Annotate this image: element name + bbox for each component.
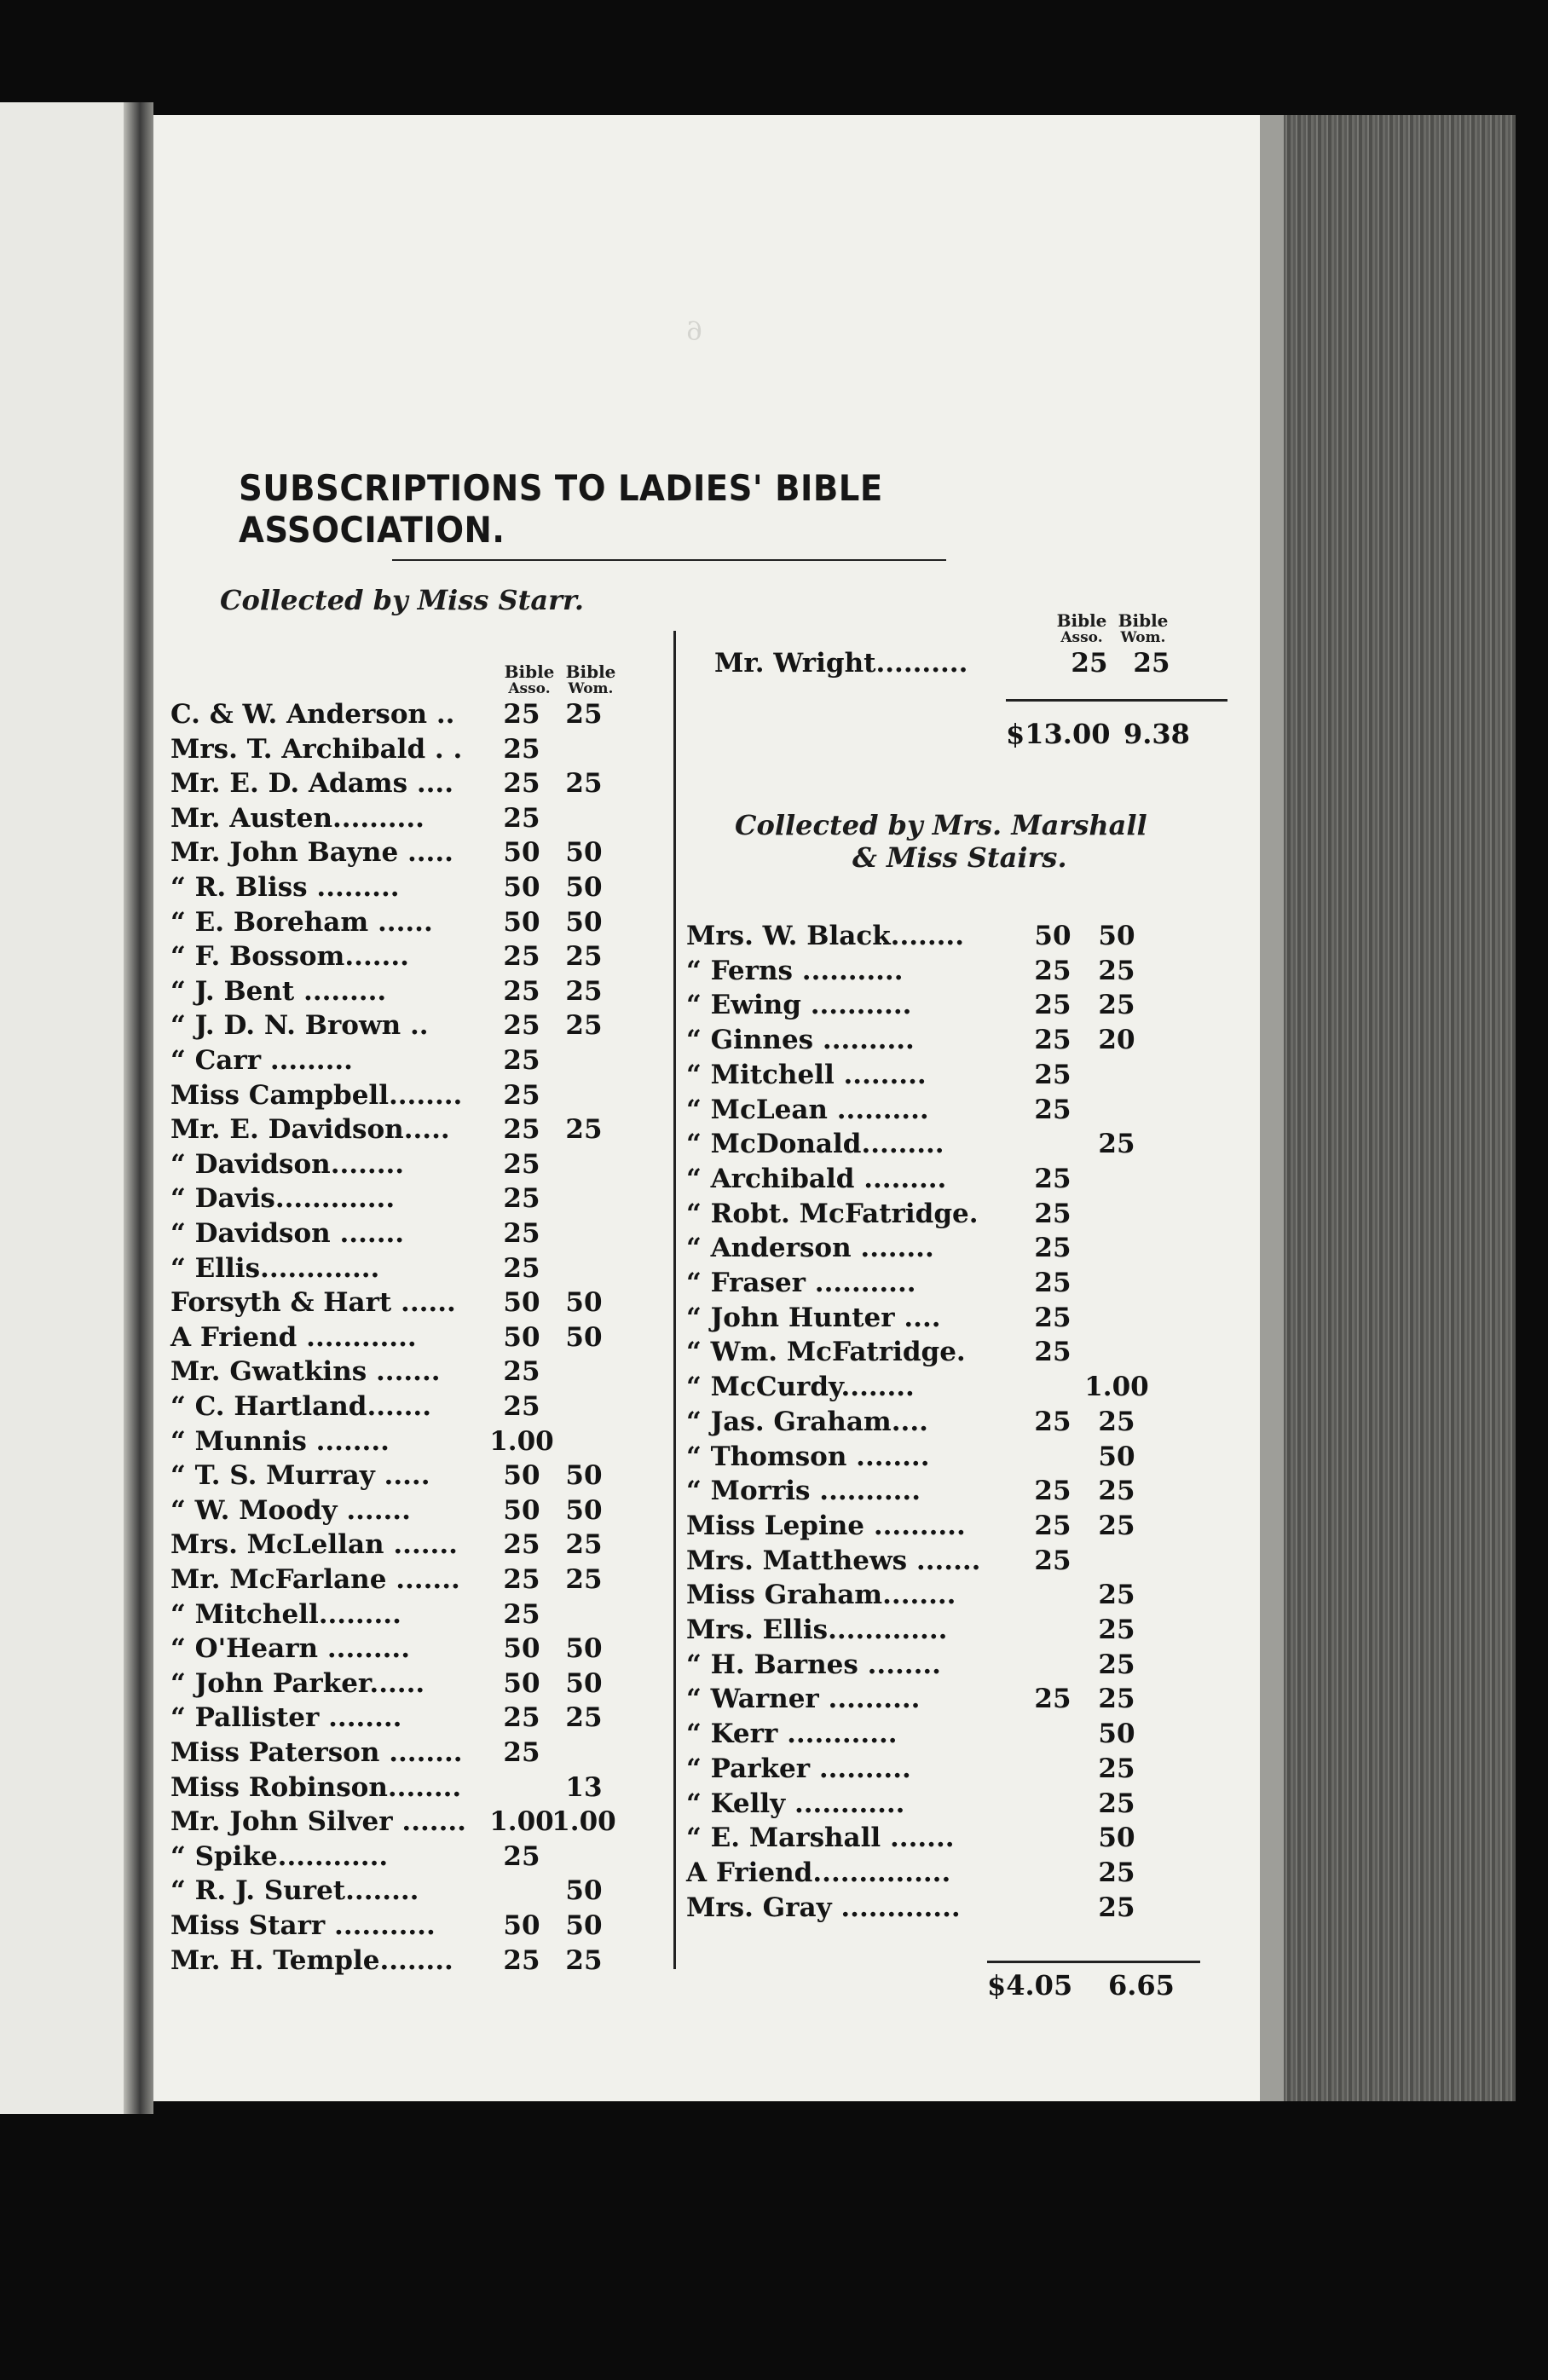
entry-wom: 50	[565, 1875, 603, 1907]
entry-wom: 50	[565, 872, 603, 903]
entry-name: Mr. Wright..........	[714, 648, 968, 679]
entry-name: “ J. D. N. Brown ..	[170, 1010, 429, 1042]
table-row	[686, 1613, 1181, 1647]
entry-asso: 25	[1034, 1025, 1071, 1056]
entry-name: “ John Hunter ....	[686, 1302, 941, 1333]
table-row	[686, 1197, 1181, 1231]
entry-asso: 25	[1034, 1094, 1071, 1125]
entry-asso: 25	[503, 768, 540, 800]
entry-name: Mr. John Silver .......	[170, 1806, 466, 1838]
entry-asso: 25	[503, 1183, 540, 1215]
entry-name: “ Davidson........	[170, 1148, 405, 1180]
entry-wom: 25	[565, 1529, 603, 1561]
entry-name: “ Munnis ........	[170, 1425, 390, 1457]
entry-asso: 25	[1034, 1684, 1071, 1715]
table-row	[686, 1682, 1181, 1716]
entry-wom: 20	[1098, 1025, 1135, 1056]
page-title: SUBSCRIPTIONS TO LADIES' BIBLE ASSOCIATION.	[239, 467, 883, 551]
entry-name: “ Wm. McFatridge.	[686, 1337, 966, 1368]
entry-wom: 25	[1098, 1684, 1135, 1715]
page-edge-highlight	[1260, 115, 1284, 2101]
entry-asso: 25	[503, 1252, 540, 1284]
left-column-heading: Collected by Miss Starr.	[220, 584, 585, 616]
entry-wom: 50	[565, 906, 603, 938]
entry-wom: 50	[565, 1287, 603, 1319]
table-row	[686, 988, 1181, 1022]
entry-name: “ Carr .........	[170, 1045, 353, 1076]
entry-name: “ H. Barnes ........	[686, 1649, 941, 1680]
entry-asso: 50	[503, 1287, 540, 1319]
entry-wom: 25	[1098, 1857, 1135, 1888]
table-row	[686, 1266, 1181, 1300]
table-row	[686, 1856, 1181, 1890]
entry-name: “ Ellis.............	[170, 1252, 380, 1284]
entry-name: “ F. Bossom.......	[170, 941, 409, 973]
right-header-bible-asso: Bible Asso.	[1056, 610, 1107, 646]
entry-asso: 25	[1034, 1406, 1071, 1437]
entry-name: Mrs. W. Black........	[686, 921, 965, 951]
entry-name: “ R. J. Suret........	[170, 1875, 419, 1907]
entry-asso: 25	[503, 1840, 540, 1872]
entry-name: “ Spike............	[170, 1840, 389, 1872]
entry-name: “ Davis.............	[170, 1183, 396, 1215]
entry-name: Mrs. T. Archibald . .	[170, 733, 463, 765]
entry-name: “ McCurdy........	[686, 1372, 915, 1403]
entry-name: A Friend...............	[686, 1857, 951, 1888]
entry-asso: 50	[503, 872, 540, 903]
entry-asso: 50	[503, 1910, 540, 1941]
table-row	[686, 1301, 1181, 1335]
entry-name: “ E. Boreham ......	[170, 906, 433, 938]
entry-asso: 25	[1034, 1510, 1071, 1541]
entry-name: Mrs. McLellan .......	[170, 1529, 458, 1561]
entry-asso: 25	[1071, 648, 1108, 679]
entry-wom: 50	[565, 1633, 603, 1665]
entry-wom: 25	[565, 699, 603, 730]
entry-asso: 25	[1034, 1198, 1071, 1229]
table-row	[686, 1891, 1181, 1925]
table-row	[686, 1544, 1181, 1578]
entry-name: “ T. S. Murray .....	[170, 1460, 430, 1492]
entry-wom: 50	[565, 1910, 603, 1941]
entry-wom: 50	[565, 1460, 603, 1492]
entry-asso: 25	[503, 1529, 540, 1561]
right-bottom-total-rule	[987, 1961, 1200, 1963]
entry-asso: 25	[1034, 990, 1071, 1021]
entry-wom: 25	[1098, 1788, 1135, 1819]
entry-name: “ C. Hartland.......	[170, 1391, 431, 1422]
entry-name: Miss Robinson........	[170, 1771, 462, 1803]
entry-name: C. & W. Anderson ..	[170, 699, 455, 730]
entry-name: Miss Paterson ........	[170, 1737, 463, 1768]
entry-asso: 25	[1034, 1476, 1071, 1507]
table-row	[686, 919, 1181, 953]
entry-asso: 25	[503, 1356, 540, 1388]
table-row	[686, 1162, 1181, 1196]
entry-name: “ W. Moody .......	[170, 1494, 411, 1526]
entry-asso: 25	[503, 1702, 540, 1734]
entry-asso: 25	[503, 1944, 540, 1976]
entry-name: “ Ferns ...........	[686, 955, 904, 986]
entry-asso: 25	[503, 1010, 540, 1042]
table-row	[686, 1127, 1181, 1161]
entry-name: Mr. John Bayne .....	[170, 837, 453, 869]
entry-name: “ McLean ..........	[686, 1094, 929, 1125]
table-row	[686, 1787, 1181, 1821]
entry-asso: 25	[1034, 955, 1071, 986]
entry-wom: 25	[1098, 990, 1135, 1021]
entry-wom: 1.00	[552, 1806, 616, 1838]
entry-wom: 25	[1098, 1510, 1135, 1541]
table-row	[686, 1093, 1181, 1127]
entry-wom: 25	[565, 1702, 603, 1734]
entry-asso: 25	[503, 1598, 540, 1630]
entry-wom: 25	[565, 1944, 603, 1976]
entry-asso: 25	[503, 1045, 540, 1076]
entry-wom: 25	[1098, 1615, 1135, 1645]
entry-wom: 25	[1098, 955, 1135, 986]
table-row	[686, 1717, 1181, 1751]
entry-wom: 25	[1098, 1892, 1135, 1923]
entry-wom: 50	[565, 1494, 603, 1526]
page-number: 6	[686, 317, 703, 347]
entry-wom: 25	[565, 941, 603, 973]
entry-asso: 25	[1034, 1059, 1071, 1090]
entry-wom: 25	[1098, 1580, 1135, 1611]
entry-wom: 25	[1098, 1129, 1135, 1160]
entry-asso: 25	[503, 941, 540, 973]
entry-wom: 25	[565, 1114, 603, 1146]
entry-name: Miss Starr ...........	[170, 1910, 436, 1941]
entry-name: Mr. Gwatkins .......	[170, 1356, 441, 1388]
entry-asso: 50	[503, 1460, 540, 1492]
entry-name: Miss Campbell........	[170, 1079, 463, 1111]
entry-asso: 50	[503, 837, 540, 869]
entry-asso: 25	[1034, 1337, 1071, 1368]
entry-wom: 1.00	[1084, 1372, 1149, 1403]
entry-name: “ Pallister ........	[170, 1702, 402, 1734]
table-row	[686, 1440, 1181, 1474]
table-row	[686, 1509, 1181, 1543]
entry-name: “ Mitchell .........	[686, 1059, 927, 1090]
entry-wom: 25	[565, 768, 603, 800]
entry-wom: 25	[565, 1564, 603, 1595]
entry-name: Miss Lepine ..........	[686, 1510, 966, 1541]
entry-asso: 50	[503, 1494, 540, 1526]
entry-asso: 25	[1034, 1268, 1071, 1298]
entry-asso: 50	[503, 906, 540, 938]
page-edges	[1260, 115, 1516, 2101]
entry-wom: 25	[1098, 1649, 1135, 1680]
entry-wom: 25	[565, 1010, 603, 1042]
entry-name: “ Morris ...........	[686, 1476, 921, 1507]
entry-asso: 25	[1034, 1302, 1071, 1333]
entry-asso: 50	[503, 1667, 540, 1699]
entry-name: Forsyth & Hart ......	[170, 1287, 456, 1319]
entry-wom: 50	[1098, 1441, 1135, 1472]
entry-asso: 50	[503, 1321, 540, 1353]
entry-name: “ Kelly ............	[686, 1788, 905, 1819]
entry-name: Mrs. Gray .............	[686, 1892, 961, 1923]
table-row	[686, 1058, 1181, 1092]
entry-name: A Friend ............	[170, 1321, 417, 1353]
right-bottom-total-wom: 6.65	[1108, 1969, 1175, 2002]
table-row	[686, 1335, 1181, 1369]
entry-asso: 25	[503, 975, 540, 1007]
right-bottom-total-asso: $4.05	[987, 1969, 1073, 2002]
table-row	[686, 1648, 1181, 1682]
entry-name: “ Parker ..........	[686, 1753, 911, 1784]
entry-asso: 25	[503, 802, 540, 834]
entry-name: “ R. Bliss .........	[170, 872, 400, 903]
entry-name: Mrs. Ellis.............	[686, 1615, 948, 1645]
entry-wom: 25	[1098, 1476, 1135, 1507]
entry-name: Mr. H. Temple........	[170, 1944, 453, 1976]
entry-name: “ John Parker......	[170, 1667, 425, 1699]
entry-asso: 25	[1034, 1233, 1071, 1264]
right-column-heading-line2: & Miss Stairs.	[852, 841, 1067, 874]
entry-wom: 50	[1098, 1719, 1135, 1750]
entry-name: “ J. Bent .........	[170, 975, 387, 1007]
entry-wom: 50	[565, 1667, 603, 1699]
entry-name: “ Jas. Graham....	[686, 1406, 928, 1437]
entry-asso: 25	[503, 699, 540, 730]
left-header-bible-wom: Bible Wom.	[565, 661, 616, 697]
entry-wom: 13	[565, 1771, 603, 1803]
left-header-bible-asso: Bible Asso.	[504, 661, 555, 697]
entry-name: Mrs. Matthews .......	[686, 1545, 981, 1576]
entry-asso: 25	[503, 733, 540, 765]
entry-name: Mr. E. Davidson.....	[170, 1114, 450, 1146]
entry-asso: 1.00	[489, 1806, 554, 1838]
right-top-row	[714, 646, 1192, 680]
entry-name: Mr. McFarlane .......	[170, 1564, 460, 1595]
entry-wom: 25	[565, 975, 603, 1007]
right-top-total-wom: 9.38	[1123, 718, 1190, 750]
entry-wom: 50	[1098, 921, 1135, 951]
entry-name: “ Ginnes ..........	[686, 1025, 915, 1056]
entry-asso: 25	[1034, 1163, 1071, 1194]
entry-name: “ Thomson ........	[686, 1441, 930, 1472]
entry-name: “ Fraser ...........	[686, 1268, 916, 1298]
right-header-bible-wom: Bible Wom.	[1118, 610, 1169, 646]
entry-name: Mr. Austen..........	[170, 802, 425, 834]
entry-wom: 50	[565, 837, 603, 869]
right-column-heading-line1: Collected by Mrs. Marshall	[735, 809, 1147, 841]
right-top-total-rule	[1006, 699, 1227, 702]
table-row	[686, 1752, 1181, 1786]
entry-name: “ Archibald .........	[686, 1163, 947, 1194]
entry-name: “ E. Marshall .......	[686, 1823, 955, 1854]
entry-name: “ Mitchell.........	[170, 1598, 401, 1630]
entry-wom: 50	[565, 1321, 603, 1353]
entry-wom: 25	[1098, 1753, 1135, 1784]
right-top-total-asso: $13.00	[1006, 718, 1111, 750]
entry-name: “ Davidson .......	[170, 1218, 405, 1249]
entry-asso: 50	[503, 1633, 540, 1665]
table-row	[686, 1474, 1181, 1508]
entry-asso: 25	[503, 1079, 540, 1111]
entry-name: “ O'Hearn .........	[170, 1633, 411, 1665]
table-row	[686, 1023, 1181, 1057]
table-row	[686, 954, 1181, 988]
entry-asso: 25	[503, 1114, 540, 1146]
entry-asso: 1.00	[489, 1425, 554, 1457]
entry-name: “ Warner ..........	[686, 1684, 921, 1715]
entry-asso: 25	[503, 1391, 540, 1422]
entry-asso: 25	[503, 1148, 540, 1180]
entry-name: “ Robt. McFatridge.	[686, 1198, 979, 1229]
entry-wom: 25	[1133, 648, 1170, 679]
entry-asso: 25	[503, 1737, 540, 1768]
entry-name: Miss Graham........	[686, 1580, 956, 1611]
table-row	[686, 1405, 1181, 1439]
entry-name: “ McDonald.........	[686, 1129, 944, 1160]
entry-asso: 50	[1034, 921, 1071, 951]
table-row	[686, 1370, 1181, 1404]
table-row	[686, 1231, 1181, 1265]
entry-name: “ Ewing ...........	[686, 990, 912, 1021]
entry-wom: 25	[1098, 1406, 1135, 1437]
entry-wom: 50	[1098, 1823, 1135, 1854]
table-row	[686, 1821, 1181, 1855]
entry-asso: 25	[503, 1218, 540, 1249]
entry-name: “ Kerr ............	[686, 1719, 898, 1750]
entry-name: “ Anderson ........	[686, 1233, 934, 1264]
table-row	[686, 1578, 1181, 1612]
entry-asso: 25	[503, 1564, 540, 1595]
entry-asso: 25	[1034, 1545, 1071, 1576]
entry-name: Mr. E. D. Adams ....	[170, 768, 453, 800]
